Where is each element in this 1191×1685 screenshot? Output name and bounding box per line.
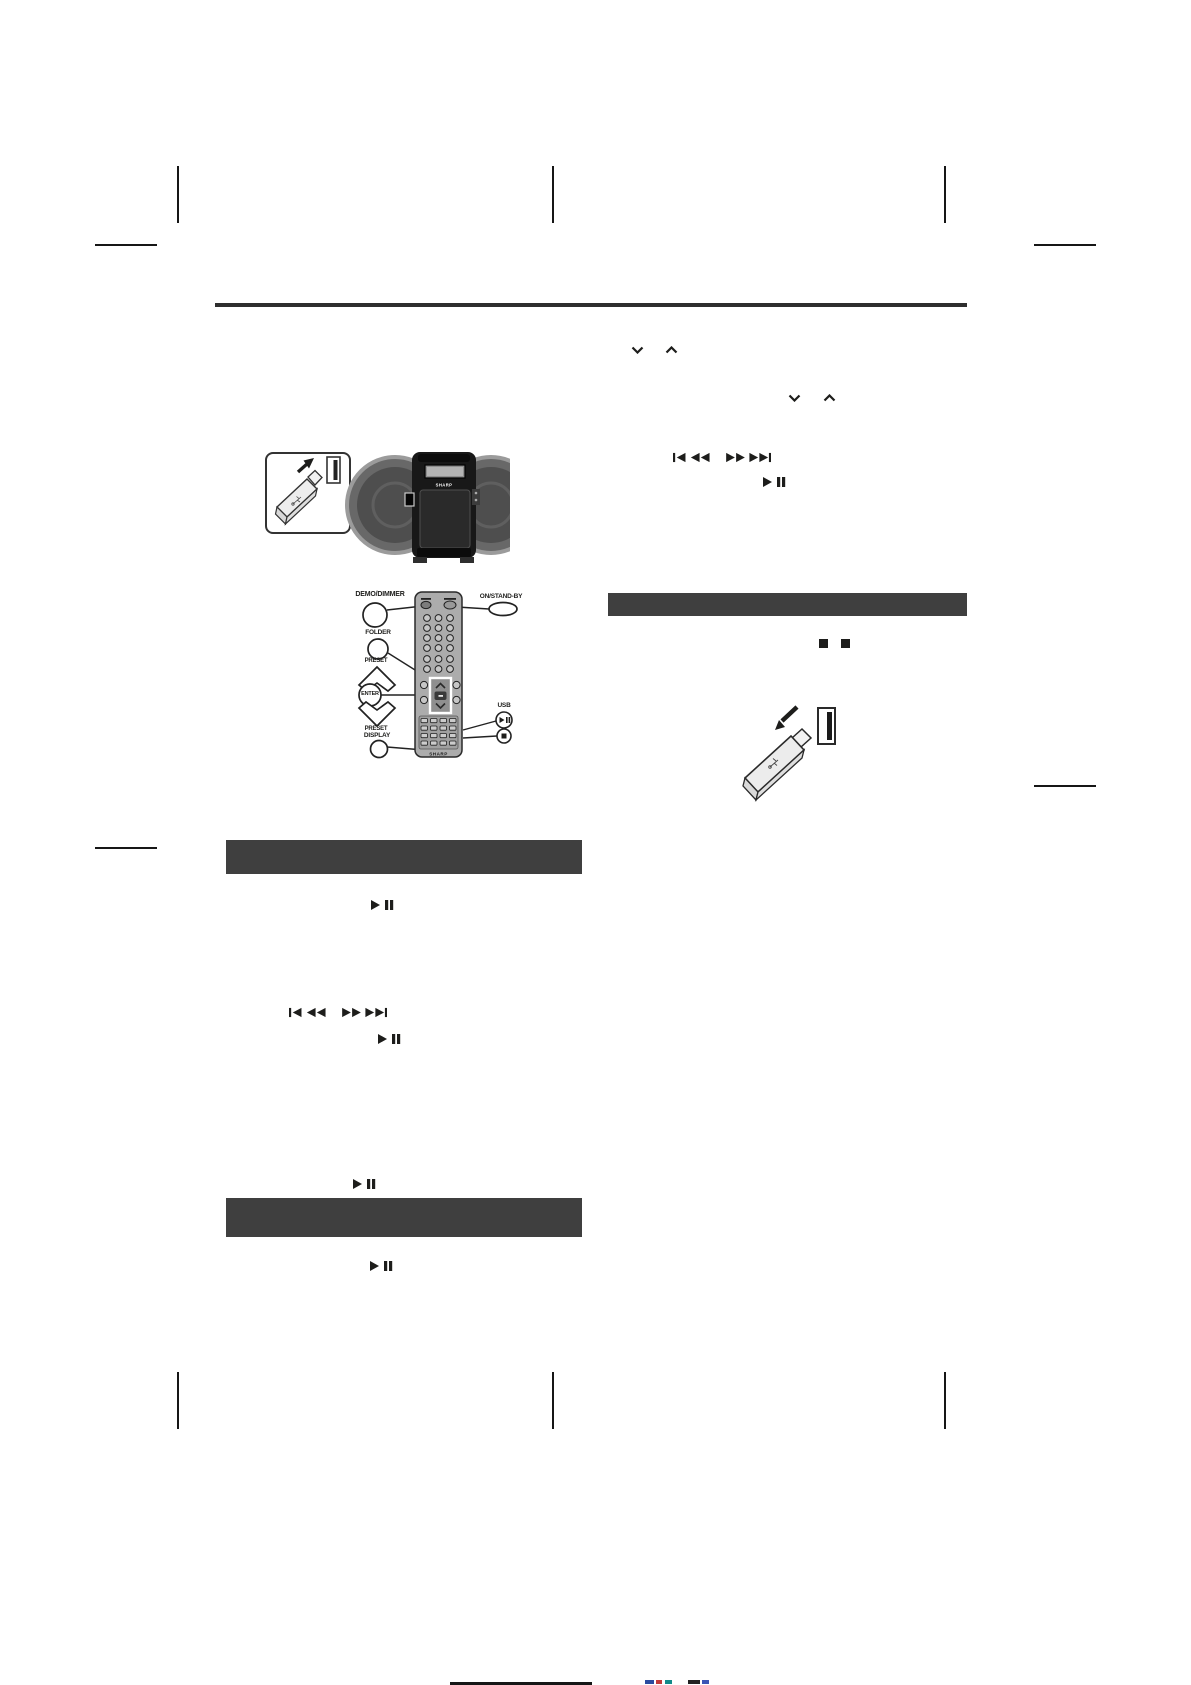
tune-up-icon (665, 346, 678, 354)
usb-drive-illustration (733, 700, 845, 812)
skip-rewind-ff-icons (289, 1007, 387, 1018)
usb-label: USB (497, 702, 511, 709)
tune-up-icon (823, 394, 836, 402)
demo-dimmer-button-icon (363, 603, 387, 627)
display-button-icon (371, 741, 388, 758)
preset-down-label: PRESET (364, 726, 388, 732)
usb-flash-drive-icon (743, 729, 811, 800)
play-pause-icon (371, 900, 395, 910)
tune-down-icon (631, 346, 644, 354)
unit-display (425, 465, 465, 478)
folder-label: FOLDER (365, 629, 391, 636)
main-unit (347, 452, 510, 563)
display-label: DISPLAY (363, 732, 391, 739)
crop-tick-bottom-left (177, 1372, 179, 1429)
usb-callout-box (266, 453, 350, 533)
print-footer-marks (645, 1679, 710, 1685)
tune-down-icon (788, 394, 801, 402)
preset-up-label: PRESET (364, 658, 388, 664)
highlighted-enter-cluster (430, 678, 451, 713)
enter-label: ENTER (361, 691, 379, 697)
page-top-rule (215, 303, 967, 307)
crop-tick-top-mid (552, 166, 554, 223)
crop-dash-top-right (1034, 244, 1096, 246)
bottom-button-cluster (419, 716, 458, 749)
usb-port-slot-icon (327, 457, 340, 483)
unit-usb-port (405, 493, 414, 506)
demo-dimmer-label: DEMO/DIMMER (355, 591, 405, 598)
main-unit-illustration (260, 445, 510, 570)
on-standby-label: ON/STAND-BY (479, 593, 523, 600)
unit-front-door (420, 490, 470, 548)
play-pause-icon (763, 477, 787, 487)
stop-button-icon (497, 729, 511, 743)
usb-port-slot-icon (818, 708, 835, 744)
crop-tick-top-left (177, 166, 179, 223)
section-bar-left-2 (226, 1198, 582, 1237)
crop-tick-top-right (944, 166, 946, 223)
stop-squares-icon (819, 639, 850, 648)
play-pause-icon (353, 1179, 377, 1189)
remote-body (415, 592, 462, 757)
on-standby-button-icon (489, 603, 517, 616)
insert-arrow-icon (775, 707, 797, 730)
crop-dash-top-left (95, 244, 157, 246)
crop-tick-bottom-mid (552, 1372, 554, 1429)
skip-rewind-ff-icons (673, 452, 771, 463)
crop-dash-mid-left (95, 847, 157, 849)
section-bar-left-1 (226, 840, 582, 874)
usb-play-pause-button-icon (496, 712, 512, 728)
play-pause-icon (370, 1261, 394, 1271)
crop-tick-bottom-right (944, 1372, 946, 1429)
unit-brand-logo: SHARP (435, 482, 453, 488)
section-bar-right-1 (608, 593, 967, 616)
crop-dash-mid-right (1034, 785, 1096, 787)
play-pause-icon (378, 1034, 402, 1044)
remote-brand-logo: SHARP (429, 751, 448, 757)
preset-down-button-icon (359, 702, 395, 726)
folder-button-icon (368, 639, 388, 659)
